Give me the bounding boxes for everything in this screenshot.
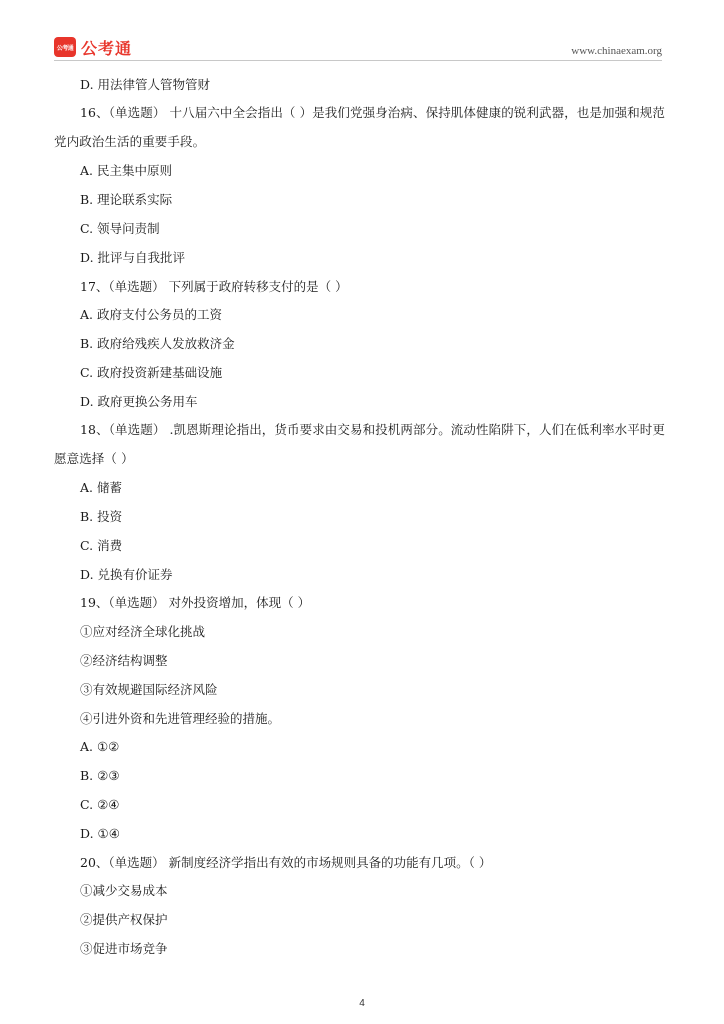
answer-option: C. ②④ xyxy=(80,796,120,812)
question-text: 19、（单选题） 对外投资增加，体现（ ） xyxy=(80,595,311,611)
site-url: www.chinaexam.org xyxy=(571,45,662,57)
answer-option: D. 批评与自我批评 xyxy=(80,249,186,265)
answer-option: C. 领导问责制 xyxy=(80,220,160,236)
answer-option: B. 政府给残疾人发放救济金 xyxy=(80,336,235,352)
answer-option: B. ②③ xyxy=(80,768,120,784)
answer-option: ②提供产权保护 xyxy=(80,912,168,928)
answer-option: A. 民主集中原则 xyxy=(80,163,172,179)
answer-option: B. 投资 xyxy=(80,508,123,524)
answer-option: D. ①④ xyxy=(80,825,120,841)
answer-option: ④引进外资和先进管理经验的措施。 xyxy=(80,710,281,726)
header-divider xyxy=(54,60,662,61)
answer-option: ①减少交易成本 xyxy=(80,883,168,899)
brand-logo xyxy=(54,36,132,58)
answer-option: D. 用法律管人管物管财 xyxy=(80,77,211,92)
answer-option: D. 政府更换公务用车 xyxy=(80,393,198,409)
answer-option: ①应对经济全球化挑战 xyxy=(80,624,206,640)
answer-option: ③促进市场竞争 xyxy=(80,940,168,956)
question-text: 18、（单选题） .凯恩斯理论指出，货币要求由交易和投机两部分。流动性陷阱下，人们在低利率水平时更愿意选择（ ） xyxy=(54,422,666,466)
question-text: 20、（单选题） 新制度经济学指出有效的市场规则具备的功能有几项。（ ） xyxy=(80,854,492,870)
answer-option: C. 消费 xyxy=(80,537,123,553)
question-text: 16、（单选题） 十八届六中全会指出（ ）是我们党强身治病、保持肌体健康的锐利武器，也是加强和规范党内政治生活的重要手段。 xyxy=(54,105,666,150)
answer-option: ③有效规避国际经济风险 xyxy=(80,681,218,697)
page-number: 4 xyxy=(359,998,365,1009)
answer-option: D. 兑换有价证券 xyxy=(80,566,173,582)
logo-mark: 公考通 xyxy=(54,37,76,57)
page-header xyxy=(54,36,662,60)
answer-option: A. 储蓄 xyxy=(80,480,122,496)
answer-option: B. 理论联系实际 xyxy=(80,192,173,208)
answer-option: ②经济结构调整 xyxy=(80,652,168,668)
answer-option: A. ①② xyxy=(80,739,120,755)
logo-text: 公考通 xyxy=(81,38,133,58)
answer-option: A. 政府支付公务员的工资 xyxy=(80,307,222,323)
answer-option: C. 政府投资新建基础设施 xyxy=(80,364,223,380)
question-text: 17、（单选题） 下列属于政府转移支付的是（ ） xyxy=(80,278,348,294)
document-body xyxy=(54,76,670,969)
